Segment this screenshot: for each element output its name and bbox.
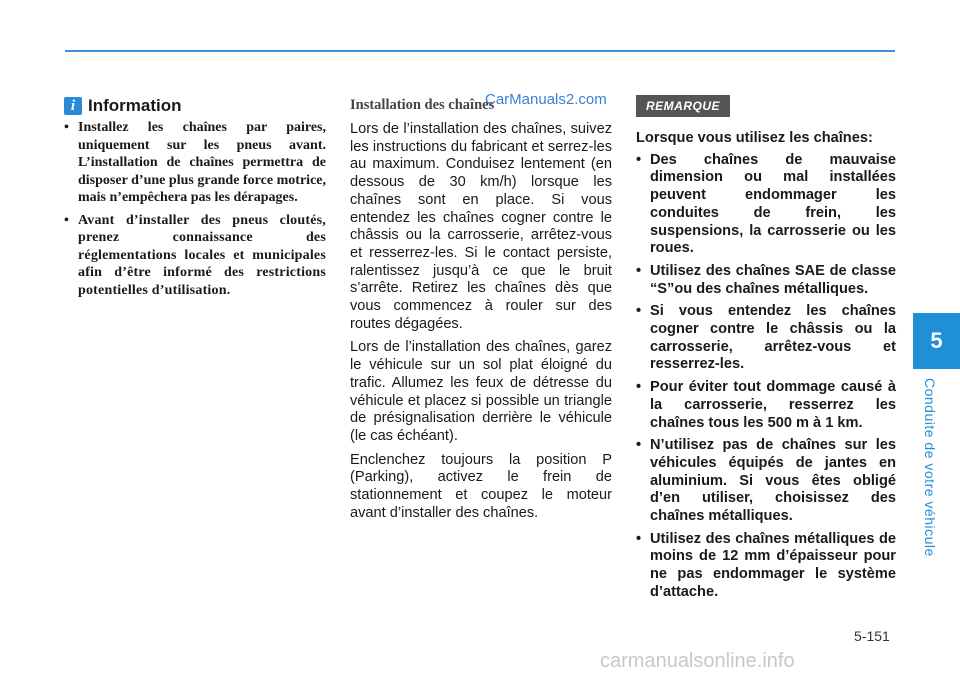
section-title: Installation des chaînes (350, 97, 495, 113)
info-icon: i (64, 97, 82, 115)
remarque-item: • Utilisez des chaînes SAE de classe “S”ou des chaînes métalliques. (636, 263, 896, 298)
paragraph: Lors de l’installation des chaînes, garez le véhicule sur un sol plat éloigné du trafic. Allumez les feux de détresse du véhicule et placez si possible un triangle de présignalisation derrière le véhicule (le cas échéant). (350, 339, 612, 444)
information-list (64, 119, 326, 299)
remarque-item: • N’utilisez pas de chaînes sur les véhicules équipés de jantes en aluminium. Si vous êtes obligé d’en utiliser, choisissez des chaînes métalliques. (636, 437, 896, 526)
chapter-title-vertical (922, 378, 950, 557)
remarque-list (636, 152, 896, 602)
remarque-item: • Utilisez des chaînes métalliques de moins de 12 mm d’épaisseur pour ne pas endommager le système d’attache. (636, 531, 896, 602)
chapter-title: Conduite de votre véhicule (922, 378, 938, 557)
remarque-item: • Si vous entendez les chaînes cogner contre le châssis ou la carrosserie, arrêtez-vous et resserrez-les. (636, 303, 896, 374)
installation-column (350, 95, 612, 522)
paragraph: Lors de l’installation des chaînes, suivez les instructions du fabricant et serrez-les au maximum. Conduisez lentement (en dessous de 30 km/h) lorsque les chaînes sont en place. Si vous entendez les chaînes cogner contre le châssis ou la carrosserie, arrêtez-vous et resserrez-les. Si le contact persiste, ralentissez jusqu’à ce que le bruit s’arrête. Retirez les chaînes dès que vous commencez à rouler sur des routes dégagées. (350, 121, 612, 332)
information-header (64, 95, 326, 117)
remarque-item: • Pour éviter tout dommage causé à la carrosserie, resserrez les chaînes tous les 500 m à 1 km. (636, 379, 896, 432)
remarque-intro: Lorsque vous utilisez les chaînes: (636, 130, 873, 146)
chapter-number-tab: 5 (913, 313, 960, 369)
remarque-item: • Des chaînes de mauvaise dimension ou mal installées peuvent endommager les conduites de frein, les suspensions, la carrosserie ou les roues. (636, 152, 896, 258)
watermark-bottom[interactable]: carmanualsonline.info (600, 650, 795, 672)
information-title: Information (88, 96, 182, 115)
information-item: • Installez les chaînes par paires, uniquement sur les pneus avant. L’installation de chaînes permettra de disposer d’une plus grande force motrice, mais n’empêchera pas les dérapages. (64, 119, 326, 207)
remarque-badge: REMARQUE (636, 95, 730, 117)
header-rule (65, 50, 895, 52)
watermark-top[interactable]: CarManuals2.com (485, 91, 607, 108)
paragraph: Enclenchez toujours la position P (Parking), activez le frein de stationnement et coupez le moteur avant d’installer des chaînes. (350, 451, 612, 521)
information-column (64, 95, 326, 304)
remarque-column (636, 95, 896, 607)
information-item: • Avant d’installer des pneus cloutés, prenez connaissance des réglementations locales et municipales afin d’être informé des restrictions potentielles d’utilisation. (64, 212, 326, 300)
page-number: 5-151 (854, 628, 890, 644)
